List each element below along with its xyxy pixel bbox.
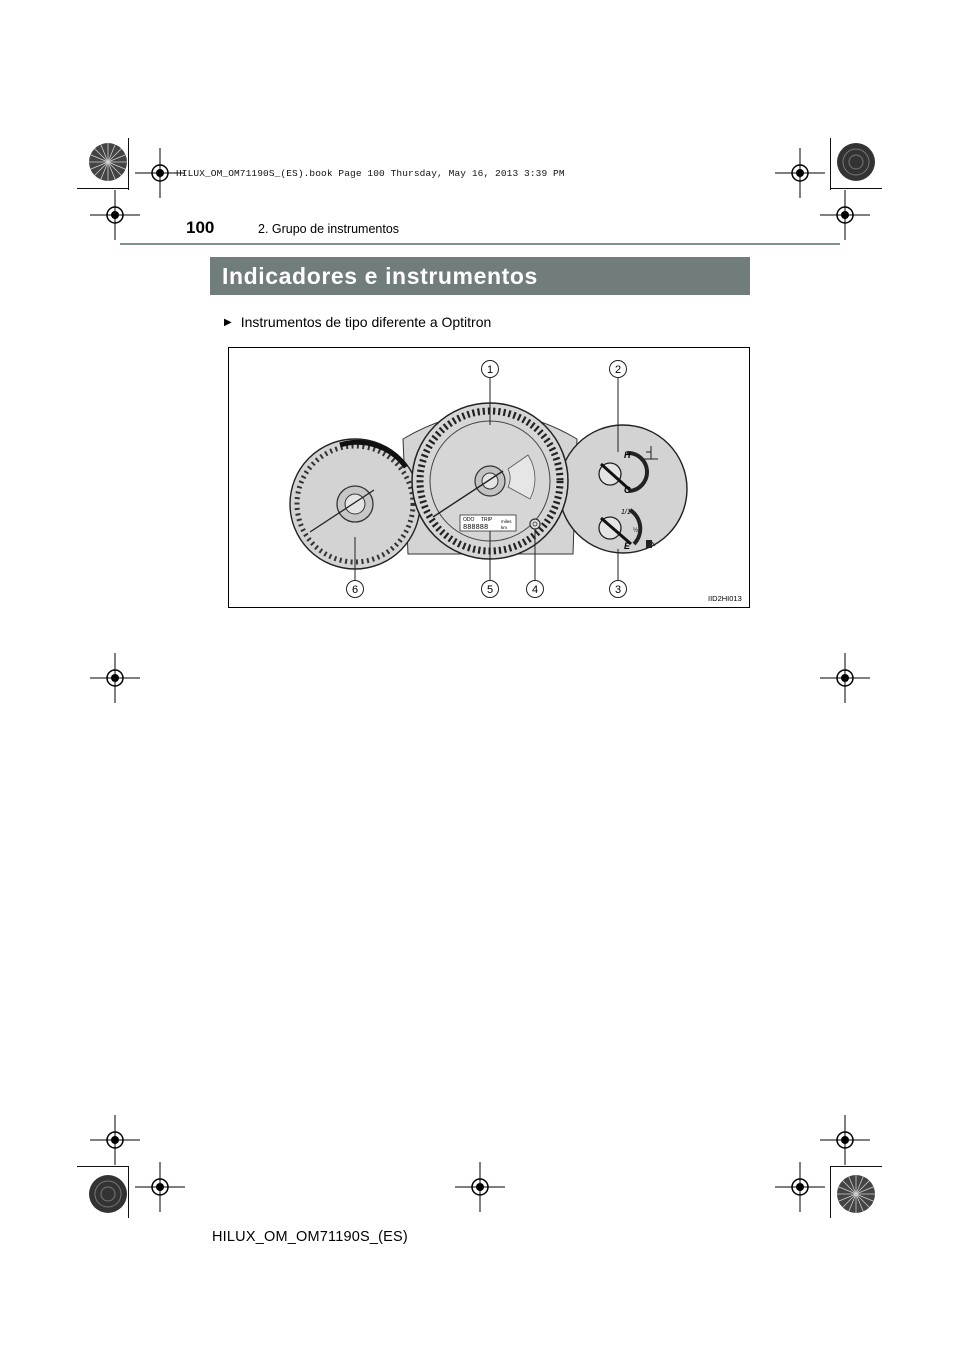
section-title: 2. Grupo de instrumentos (258, 222, 400, 236)
bullet-text: Instrumentos de tipo diferente a Optitron (240, 314, 492, 330)
header-rule (120, 243, 840, 245)
registration-mark-icon (820, 653, 870, 703)
trip-label: TRIP (481, 517, 493, 523)
callout-2 (610, 361, 627, 378)
svg-text:5: 5 (486, 584, 494, 596)
registration-mark-icon (90, 190, 140, 240)
registration-mark-icon (820, 190, 870, 240)
print-header: HILUX_OM_OM71190S_(ES).book Page 100 Thursday, May 16, 2013 3:39 PM (176, 168, 565, 179)
registration-mark-icon (90, 653, 140, 703)
svg-text:1: 1 (486, 364, 494, 376)
figure-code: IID2HI013 (708, 594, 742, 603)
temp-cold-label: C (624, 485, 631, 495)
printer-rosette-icon (836, 1174, 876, 1214)
bullet-item (224, 314, 491, 330)
trip-reset-knob (530, 519, 540, 529)
crop-line (77, 188, 129, 189)
callout-5 (482, 581, 499, 598)
svg-text:2: 2 (614, 364, 622, 376)
crop-line (128, 138, 129, 190)
temp-hot-label: H (624, 450, 631, 460)
fuel-half-label: ½ (633, 528, 639, 534)
footer-text: HILUX_OM_OM71190S_(ES) (212, 1229, 408, 1245)
odometer-digits: 888888 (463, 524, 489, 532)
section-heading: Indicadores e instrumentos (210, 257, 750, 295)
registration-mark-icon (135, 1162, 185, 1212)
registration-mark-icon (90, 1115, 140, 1165)
crop-line (128, 1166, 129, 1218)
right-gauges (559, 425, 687, 553)
registration-mark-icon (455, 1162, 505, 1212)
crop-line (830, 1166, 882, 1167)
fuel-full-label: 1/1 (621, 509, 631, 516)
printer-rosette-icon (88, 142, 128, 182)
svg-text:6: 6 (351, 584, 359, 596)
registration-mark-icon (775, 1162, 825, 1212)
callout-6 (347, 581, 364, 598)
registration-mark-icon (775, 148, 825, 198)
svg-text:3: 3 (614, 584, 622, 596)
miles-label: miles (501, 519, 512, 524)
crop-line (830, 188, 882, 189)
callout-4 (527, 581, 544, 598)
registration-mark-icon (820, 1115, 870, 1165)
odo-label: ODO (463, 517, 475, 523)
page-number: 100 (186, 218, 215, 237)
bullet-triangle-icon: ▶ (224, 316, 232, 328)
crop-line (830, 1166, 831, 1218)
crop-line (830, 138, 831, 190)
printer-rosette-icon (88, 1174, 128, 1214)
odometer-display (460, 515, 516, 532)
instrument-cluster-figure (228, 347, 750, 608)
fuel-empty-label: E (624, 541, 631, 551)
svg-text:4: 4 (531, 584, 539, 596)
km-label: km (501, 525, 507, 530)
printer-rosette-icon (836, 142, 876, 182)
callout-1 (482, 361, 499, 378)
callout-3 (610, 581, 627, 598)
crop-line (77, 1166, 129, 1167)
